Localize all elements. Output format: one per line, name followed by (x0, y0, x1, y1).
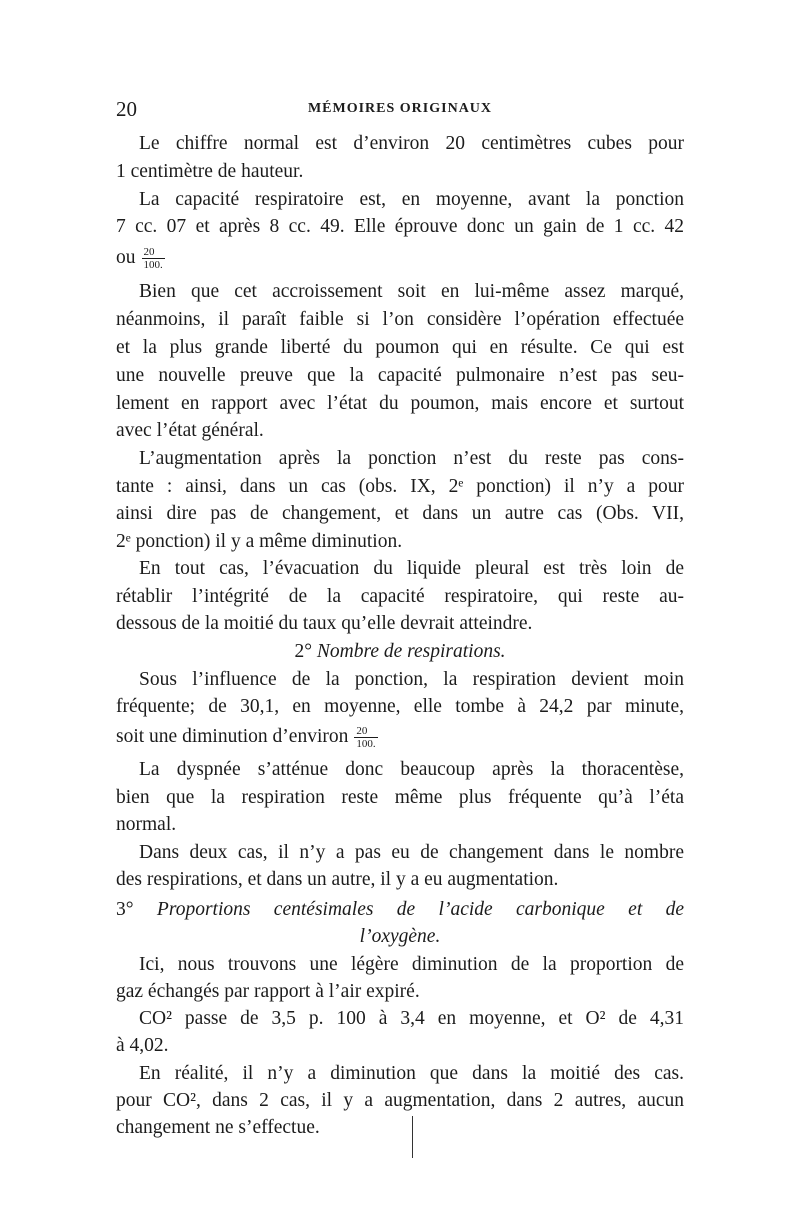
text-line: 1 centimètre de hauteur. (116, 161, 304, 182)
text-line: gaz échangés par rapport à l’air expiré. (116, 981, 420, 1002)
fraction-denominator: 100. (356, 738, 376, 751)
text-line: bien que la respiration reste même plus fréquente qu’à l’éta (116, 787, 684, 808)
text-line: normal. (116, 814, 177, 835)
text-line: lement en rapport avec l’état du poumon, mais encore et surtout (116, 393, 684, 414)
text-line: L’augmentation après la ponction n’est du reste pas cons- (139, 448, 684, 469)
text-line: Bien que cet accroissement soit en lui-même assez marqué, (139, 281, 684, 302)
fraction (142, 246, 165, 271)
fraction-denominator: 100. (143, 259, 163, 272)
fraction-line (116, 723, 684, 751)
page-header (116, 97, 684, 127)
section-heading (116, 638, 684, 666)
text-line: fréquente; de 30,1, en moyenne, elle tombe à 24,2 par minute, (116, 696, 684, 717)
text-line: tante : ainsi, dans un cas (obs. IX, 2ᵉ ponction) il n’y a pour (116, 476, 684, 497)
text-line: changement ne s’effectue. (116, 1117, 320, 1138)
running-head: MÉMOIRES ORIGINAUX (307, 101, 493, 116)
text-line: CO² passe de 3,5 p. 100 à 3,4 en moyenne, et O² de 4,31 (139, 1008, 684, 1029)
section-title: Proportions centésimales de l’acide carbonique et de (156, 899, 685, 920)
section-number: 3° (116, 899, 134, 920)
fraction-numerator: 20 (143, 246, 155, 259)
text-line: 2ᵉ ponction) il y a même diminution. (116, 531, 403, 552)
text-line: Dans deux cas, il n’y a pas eu de changement dans le nombre (139, 842, 684, 863)
text-line: Sous l’influence de la ponction, la respiration devient moin (139, 669, 684, 690)
text-line: Le chiffre normal est d’environ 20 centimètres cubes pour (139, 133, 684, 154)
text-line: des respirations, et dans un autre, il y a eu augmentation. (116, 869, 559, 890)
text-line: dessous de la moitié du taux qu’elle devrait atteindre. (116, 613, 533, 634)
text-line: rétablir l’intégrité de la capacité respiratoire, qui reste au- (116, 586, 684, 607)
text-line: En tout cas, l’évacuation du liquide pleural est très loin de (139, 558, 684, 579)
text-line: néanmoins, il paraît faible si l’on considère l’opération effectuée (116, 309, 684, 330)
text-line: pour CO², dans 2 cas, il y a augmentation, dans 2 autres, aucun (116, 1090, 684, 1111)
text-line: et la plus grande liberté du poumon qui en résulte. Ce qui est (116, 337, 684, 358)
section-heading (116, 896, 684, 924)
text-line: Ici, nous trouvons une légère diminution de la proportion de (139, 954, 684, 975)
text-line: ainsi dire pas de changement, et dans un autre cas (Obs. VII, (116, 503, 684, 524)
scan-mark (412, 1116, 413, 1158)
section-number: 2° (294, 641, 312, 662)
text-line: avec l’état général. (116, 420, 264, 441)
text-line: 7 cc. 07 et après 8 cc. 49. Elle éprouve donc un gain de 1 cc. 42 (116, 216, 684, 237)
text-line: En réalité, il n’y a diminution que dans la moitié des cas. (139, 1063, 684, 1084)
text-line: une nouvelle preuve que la capacité pulmonaire n’est pas seu- (116, 365, 684, 386)
text-line: à 4,02. (116, 1035, 169, 1056)
fraction-numerator: 20 (356, 725, 368, 738)
text-line: La dyspnée s’atténue donc beaucoup après la thoracentèse, (139, 759, 684, 780)
fraction (354, 725, 377, 750)
page-number: 20 (116, 97, 137, 121)
text-fragment: ou (116, 247, 136, 268)
text-line: La capacité respiratoire est, en moyenne, avant la ponction (139, 189, 684, 210)
section-title-continued: l’oxygène. (359, 926, 441, 947)
fraction-line (116, 244, 684, 272)
text-fragment: soit une diminution d’environ (116, 726, 349, 747)
section-title: Nombre de respirations. (316, 641, 506, 662)
